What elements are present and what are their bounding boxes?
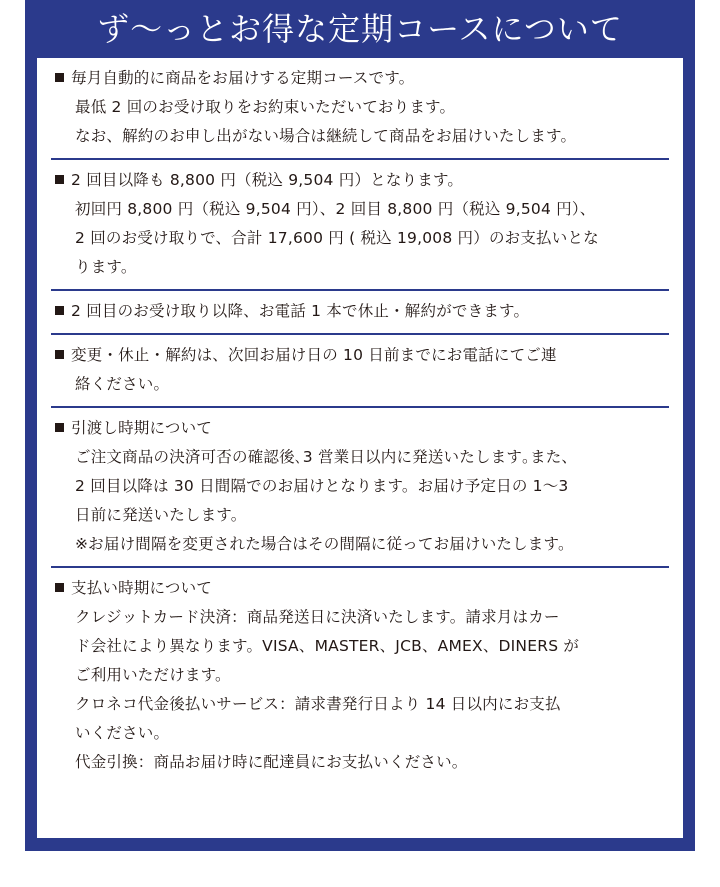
info-section — [51, 335, 669, 408]
section-heading-line — [51, 574, 669, 603]
section-text-line: 絡ください。 — [75, 375, 170, 393]
square-bullet-icon — [55, 306, 64, 315]
section-text-line: いください。 — [75, 724, 170, 742]
section-heading: 毎月自動的に商品をお届けする定期コースです。 — [71, 69, 415, 87]
section-heading-line — [51, 166, 669, 195]
section-heading-line — [51, 414, 669, 443]
info-section — [51, 58, 669, 160]
section-text-line: 日前に発送いたします。 — [75, 506, 247, 524]
section-heading: 2 回目以降も 8,800 円（税込 9,504 円）となります。 — [71, 171, 464, 189]
square-bullet-icon — [55, 423, 64, 432]
square-bullet-icon — [55, 73, 64, 82]
section-text-line: クレジットカード決済：商品発送日に決済いたします。請求月はカー — [75, 608, 560, 626]
section-text-line: 2 回のお受け取りで、合計 17,600 円 ( 税込 19,008 円）のお支払いとな — [75, 229, 599, 247]
info-section — [51, 408, 669, 568]
section-heading: 2 回目のお受け取り以降、お電話 1 本で休止・解約ができます。 — [71, 302, 530, 320]
square-bullet-icon — [55, 583, 64, 592]
page-title: ず〜っとお得な定期コースについて — [97, 10, 623, 48]
section-heading-line — [51, 64, 669, 93]
section-heading: 引渡し時期について — [71, 419, 212, 437]
info-panel — [37, 58, 683, 838]
section-text-line: 最低 2 回のお受け取りをお約束いただいております。 — [75, 98, 456, 116]
section-text-line: クロネコ代金後払いサービス：請求書発行日より 14 日以内にお支払 — [75, 695, 561, 713]
section-text-line: ご利用いただけます。 — [75, 666, 231, 684]
section-text-line: ります。 — [75, 258, 137, 276]
section-text-line: ※お届け間隔を変更された場合はその間隔に従ってお届けいたします。 — [75, 535, 574, 553]
section-text-line: なお、解約のお申し出がない場合は継続して商品をお届けいたします。 — [75, 127, 577, 145]
section-text-line: ド会社により異なります。VISA、MASTER、JCB、AMEX、DINERS が — [75, 637, 580, 655]
section-text-line: 初回円 8,800 円（税込 9,504 円）、2 回目 8,800 円（税込 9,504 円）、 — [75, 200, 596, 218]
course-info-frame — [25, 0, 695, 851]
section-heading: 支払い時期について — [71, 579, 212, 597]
info-section — [51, 160, 669, 291]
section-text-line: 代金引換：商品お届け時に配達員にお支払いください。 — [75, 753, 468, 771]
info-section — [51, 291, 669, 335]
section-text-line: 2 回目以降は 30 日間隔でのお届けとなります。お届け予定日の 1〜3 — [75, 477, 569, 495]
section-heading-line — [51, 341, 669, 370]
section-heading-line — [51, 297, 669, 326]
info-section — [51, 568, 669, 784]
square-bullet-icon — [55, 350, 64, 359]
section-heading: 変更・休止・解約は、次回お届け日の 10 日前までにお電話にてご連 — [71, 346, 557, 364]
square-bullet-icon — [55, 175, 64, 184]
section-text-line: ご注文商品の決済可否の確認後､3 営業日以内に発送いたします｡また、 — [75, 448, 578, 466]
